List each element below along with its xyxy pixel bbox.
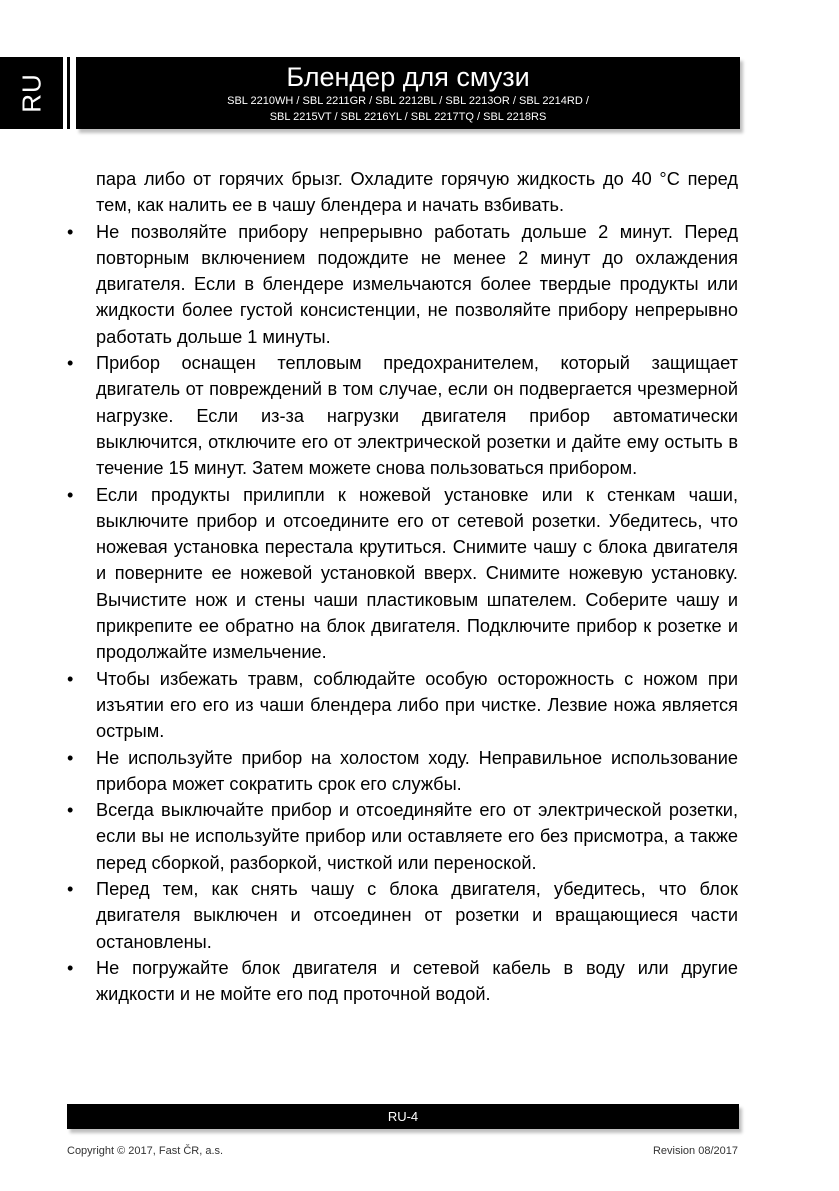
- list-item-text: Не погружайте блок двигателя и сетевой кабель в воду или другие жидкости и не мойте его под проточной водой.: [96, 957, 738, 1005]
- bullet: •: [67, 747, 74, 768]
- list-item: [67, 745, 738, 798]
- bullet: •: [67, 668, 74, 689]
- tab-divider: [67, 57, 70, 129]
- instructions-body: [67, 166, 738, 1008]
- bullet: •: [67, 484, 74, 505]
- list-item: [67, 797, 738, 876]
- list-item: [67, 876, 738, 955]
- list-item: [67, 219, 738, 350]
- language-tab: [0, 57, 63, 129]
- copyright-text: Copyright © 2017, Fast ČR, a.s.: [67, 1145, 224, 1157]
- list-item-text: Не позволяйте прибору непрерывно работать дольше 2 минут. Перед повторным включением подождите не менее 2 минут до охлаждения двигателя. Если в блендере измельчаются более твердые продукты или жидкости более густой консистенции, не позволяйте прибору непрерывно работать дольше 1 минуты.: [96, 221, 738, 347]
- revision-text: Revision 08/2017: [652, 1145, 738, 1157]
- page-number-bar: [67, 1104, 739, 1129]
- bullet: •: [67, 879, 74, 900]
- model-list-line-2: SBL 2215VT / SBL 2216YL / SBL 2217TQ / SBL 2218RS: [269, 111, 547, 123]
- list-item-text: Если продукты прилипли к ножевой установке или к стенкам чаши, выключите прибор и отсоедините его от сетевой розетки. Убедитесь, что ножевая установка перестала крутиться. Снимите чашу с блока двигателя и поверните ее ножевой установкой вверх. Снимите ножевую установку. Вычистите нож и стены чаши пластиковым шпателем. Соберите чашу и прикрепите ее обратно на блок двигателя. Подключите прибор к розетке и продолжайте измельчение.: [96, 484, 738, 663]
- bullet: •: [67, 353, 74, 374]
- bullet: •: [67, 800, 74, 821]
- page-title: Блендер для смузи: [286, 62, 530, 92]
- safety-list: [67, 219, 738, 1008]
- list-item-text: Всегда выключайте прибор и отсоединяйте его от электрической розетки, если вы не используйте прибор или оставляете его без присмотра, а также перед сборкой, разборкой, чисткой или переноской.: [96, 800, 738, 873]
- continuation-paragraph: пара либо от горячих брызг. Охладите горячую жидкость до 40 °C перед тем, как налить ее в чашу блендера и начать взбивать.: [96, 169, 738, 216]
- bullet: •: [67, 221, 74, 242]
- list-item-text: Прибор оснащен тепловым предохранителем, который защищает двигатель от повреждений в том случае, если он подвергается чрезмерной нагрузке. Если из-за нагрузки двигателя прибор автоматически выключится, отключите его от электрической розетки и дайте ему остыть в течение 15 минут. Затем можете снова пользоваться прибором.: [96, 353, 738, 479]
- language-code: RU: [16, 73, 47, 113]
- bullet: •: [67, 957, 74, 978]
- list-item-text: Перед тем, как снять чашу с блока двигателя, убедитесь, что блок двигателя выключен и отсоединен от розетки и вращающиеся части остановлены.: [96, 879, 738, 952]
- list-item: [67, 482, 738, 666]
- page-number: RU-4: [387, 1109, 419, 1124]
- list-item: [67, 666, 738, 745]
- list-item-text: Не используйте прибор на холостом ходу. Неправильное использование прибора может сократить срок его службы.: [96, 747, 738, 794]
- list-item-text: Чтобы избежать травм, соблюдайте особую осторожность с ножом при изъятии его его из чаши блендера либо при чистке. Лезвие ножа является острым.: [96, 668, 738, 742]
- list-item: [67, 350, 738, 481]
- header-bar: [76, 57, 740, 129]
- list-item: [67, 955, 738, 1008]
- model-list-line-1: SBL 2210WH / SBL 2211GR / SBL 2212BL / SBL 2213OR / SBL 2214RD /: [227, 95, 589, 107]
